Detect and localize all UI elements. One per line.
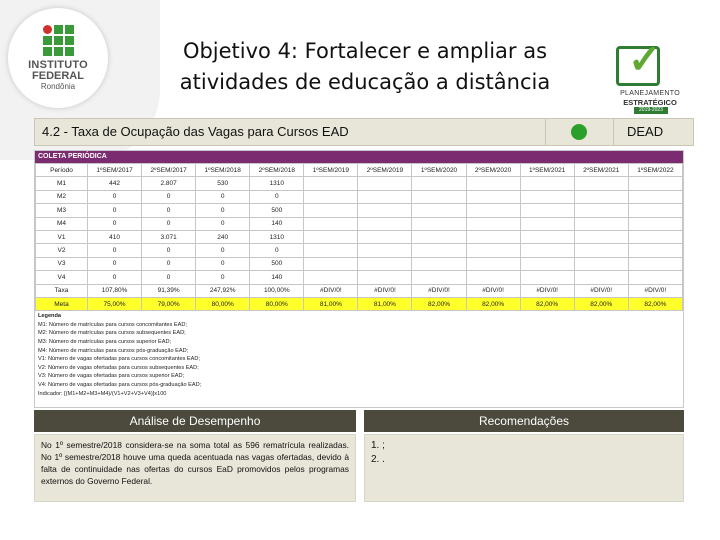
table-cell: 0	[88, 217, 142, 230]
analysis-panel	[34, 434, 356, 502]
row-label: Período	[36, 164, 88, 177]
table-cell: 530	[196, 177, 250, 190]
recommendation-item: 1. ;	[371, 440, 385, 451]
table-cell	[304, 204, 358, 217]
table-cell	[466, 204, 520, 217]
table-cell: 0	[196, 190, 250, 203]
table-cell	[304, 230, 358, 243]
table-cell: 80,00%	[196, 297, 250, 310]
planejamento-logo-line2: ESTRATÉGICO	[623, 98, 677, 107]
header-divider	[613, 119, 614, 145]
row-label: M4	[36, 217, 88, 230]
table-cell: 2ºSEM/2018	[250, 164, 304, 177]
table-cell: 0	[250, 244, 304, 257]
table-cell	[628, 244, 682, 257]
row-label: M3	[36, 204, 88, 217]
table-cell	[304, 190, 358, 203]
table-cell: 0	[88, 271, 142, 284]
table-cell: 79,00%	[142, 297, 196, 310]
table-cell	[628, 177, 682, 190]
table-cell	[358, 190, 412, 203]
table-cell	[412, 177, 466, 190]
table-cell: 82,00%	[466, 297, 520, 310]
table-cell: 75,00%	[88, 297, 142, 310]
analysis-text: No 1º semestre/2018 considera-se na soma total as 596 rematrícula realizadas. No 1º semestre/2018 houve uma queda acentuada nas vagas ofertadas, devido à falta de continuidade nas ofertas do cursos EaD promovidos pelos programas externos do Governo Federal.	[41, 440, 349, 486]
table-cell: 247,92%	[196, 284, 250, 297]
table-cell	[574, 217, 628, 230]
table-cell: 1ºSEM/2022	[628, 164, 682, 177]
row-label: V3	[36, 257, 88, 270]
ifro-logo-line1: INSTITUTO	[28, 58, 88, 71]
table-cell	[574, 230, 628, 243]
status-indicator-icon	[571, 124, 587, 140]
table-cell	[628, 230, 682, 243]
legend-line: V2: Número de vagas ofertadas para cursos subsequentes EAD;	[38, 364, 199, 371]
table-cell: 140	[250, 217, 304, 230]
slide-title	[150, 36, 580, 98]
legend-title: Legenda	[38, 313, 62, 320]
table-cell: 0	[250, 190, 304, 203]
ifro-logo-mark	[43, 25, 74, 56]
table-cell: 500	[250, 257, 304, 270]
table-cell	[574, 271, 628, 284]
table-cell: 0	[142, 244, 196, 257]
table-cell: #DIV/0!	[358, 284, 412, 297]
table-cell: 1310	[250, 230, 304, 243]
table-cell	[304, 271, 358, 284]
table-cell: 1ºSEM/2019	[304, 164, 358, 177]
indicator-label: 4.2 - Taxa de Ocupação das Vagas para Cursos EAD	[42, 124, 349, 139]
table-cell	[304, 257, 358, 270]
table-row	[36, 230, 683, 243]
table-cell	[358, 177, 412, 190]
row-label: Meta	[36, 297, 88, 310]
table-row	[36, 177, 683, 190]
row-label: M1	[36, 177, 88, 190]
ifro-logo	[8, 8, 108, 108]
table-row	[36, 190, 683, 203]
legend-line: Indicador: [(M1+M2+M3+M4)/(V1+V2+V3+V4)]x100	[38, 390, 167, 397]
row-label: V1	[36, 230, 88, 243]
table-cell	[628, 257, 682, 270]
table-cell: #DIV/0!	[304, 284, 358, 297]
table-cell: 500	[250, 204, 304, 217]
planejamento-logo	[608, 34, 692, 114]
table-cell: 1ºSEM/2018	[196, 164, 250, 177]
table-cell: 2ºSEM/2020	[466, 164, 520, 177]
table-cell: 0	[142, 217, 196, 230]
header-divider	[545, 119, 546, 145]
ifro-logo-line2: FEDERAL	[32, 69, 84, 82]
planejamento-logo-line3: 2019-2023	[634, 107, 668, 114]
table-cell	[358, 204, 412, 217]
table-cell	[574, 190, 628, 203]
legend-line: V3: Número de vagas ofertadas para cursos superior EAD;	[38, 373, 185, 380]
planejamento-logo-line1: PLANEJAMENTO	[620, 90, 680, 97]
slide-title-line1: Objetivo 4: Fortalecer e ampliar as	[182, 39, 548, 63]
table-cell	[628, 204, 682, 217]
table-cell	[466, 177, 520, 190]
table-cell: 0	[142, 271, 196, 284]
table-cell: 0	[88, 244, 142, 257]
table-cell: 0	[88, 204, 142, 217]
table-cell	[466, 190, 520, 203]
table-cell: 81,00%	[304, 297, 358, 310]
legend-line: M2: Número de matrículas para cursos subsequentes EAD;	[38, 330, 186, 337]
table-cell	[412, 217, 466, 230]
indicator-unit: DEAD	[627, 124, 664, 139]
table-cell	[520, 230, 574, 243]
table-cell	[412, 204, 466, 217]
table-cell: 0	[196, 217, 250, 230]
legend	[35, 311, 683, 398]
table-cell: 82,00%	[628, 297, 682, 310]
row-label: V4	[36, 271, 88, 284]
table-cell	[520, 204, 574, 217]
table-cell	[520, 244, 574, 257]
table-row	[36, 244, 683, 257]
table-cell	[358, 230, 412, 243]
recommendations-panel	[364, 434, 684, 502]
indicator-header	[34, 118, 694, 146]
legend-line: M3: Número de matrículas para cursos superior EAD;	[38, 339, 172, 346]
table-cell: 2ºSEM/2017	[142, 164, 196, 177]
recommendation-item: 2. .	[371, 454, 385, 465]
data-sheet	[34, 150, 684, 408]
legend-line: V4: Número de vagas ofertadas para cursos pós-graduação EAD;	[38, 382, 202, 389]
table-cell: #DIV/0!	[466, 284, 520, 297]
slide-title-line2: atividades de educação a distância	[179, 70, 551, 94]
table-cell	[520, 190, 574, 203]
table-cell	[412, 190, 466, 203]
table-cell: 0	[142, 204, 196, 217]
table-cell: 82,00%	[520, 297, 574, 310]
table-cell	[466, 257, 520, 270]
sheet-section-label: COLETA PERIÓDICA	[35, 151, 683, 163]
table-cell	[358, 257, 412, 270]
table-header-row	[36, 164, 683, 177]
table-cell: 3.071	[142, 230, 196, 243]
table-cell: 2.807	[142, 177, 196, 190]
table-row	[36, 271, 683, 284]
table-cell	[466, 244, 520, 257]
table-cell	[574, 204, 628, 217]
table-cell: 0	[142, 257, 196, 270]
table-cell	[574, 257, 628, 270]
table-cell: 2ºSEM/2019	[358, 164, 412, 177]
legend-line: M1: Número de matrículas para cursos concomitantes EAD;	[38, 321, 187, 328]
recommendations-title: Recomendações	[364, 410, 684, 432]
table-cell: 82,00%	[412, 297, 466, 310]
legend-line: V1: Número de vagas ofertadas para cursos concomitantes EAD;	[38, 356, 200, 363]
table-cell	[304, 177, 358, 190]
table-cell	[520, 257, 574, 270]
table-cell	[466, 230, 520, 243]
table-row	[36, 217, 683, 230]
table-cell	[358, 271, 412, 284]
table-row	[36, 257, 683, 270]
table-cell: 0	[196, 257, 250, 270]
table-cell: 2ºSEM/2021	[574, 164, 628, 177]
table-cell: #DIV/0!	[574, 284, 628, 297]
table-cell	[358, 244, 412, 257]
data-table	[35, 163, 683, 311]
table-cell	[574, 244, 628, 257]
row-label: V2	[36, 244, 88, 257]
ifro-logo-line3: Rondônia	[40, 81, 76, 91]
table-cell	[358, 217, 412, 230]
table-row-meta	[36, 297, 683, 310]
table-cell	[412, 257, 466, 270]
table-cell: 80,00%	[250, 297, 304, 310]
table-cell: 1ºSEM/2020	[412, 164, 466, 177]
table-cell: #DIV/0!	[412, 284, 466, 297]
table-cell: 0	[196, 244, 250, 257]
table-cell: 442	[88, 177, 142, 190]
table-cell: 107,80%	[88, 284, 142, 297]
table-cell	[304, 217, 358, 230]
table-cell	[574, 177, 628, 190]
row-label: M2	[36, 190, 88, 203]
table-cell: 410	[88, 230, 142, 243]
table-cell	[520, 217, 574, 230]
analysis-title: Análise de Desempenho	[34, 410, 356, 432]
table-cell: 240	[196, 230, 250, 243]
table-cell	[628, 217, 682, 230]
table-cell	[628, 190, 682, 203]
table-cell: #DIV/0!	[628, 284, 682, 297]
table-cell	[412, 244, 466, 257]
table-cell: 91,39%	[142, 284, 196, 297]
table-cell: 81,00%	[358, 297, 412, 310]
table-cell: 140	[250, 271, 304, 284]
table-cell: #DIV/0!	[520, 284, 574, 297]
table-cell	[412, 230, 466, 243]
table-cell: 0	[88, 257, 142, 270]
table-cell	[466, 217, 520, 230]
table-cell: 0	[196, 271, 250, 284]
table-cell	[520, 177, 574, 190]
table-cell	[412, 271, 466, 284]
row-label: Taxa	[36, 284, 88, 297]
table-cell	[520, 271, 574, 284]
table-row	[36, 204, 683, 217]
table-cell: 1ºSEM/2021	[520, 164, 574, 177]
table-cell: 1310	[250, 177, 304, 190]
table-cell: 0	[142, 190, 196, 203]
table-cell: 0	[196, 204, 250, 217]
table-cell: 100,00%	[250, 284, 304, 297]
table-cell: 82,00%	[574, 297, 628, 310]
table-row	[36, 284, 683, 297]
table-cell	[304, 244, 358, 257]
checkmark-icon: ✓	[628, 38, 662, 82]
table-cell: 0	[88, 190, 142, 203]
table-cell	[466, 271, 520, 284]
table-cell	[628, 271, 682, 284]
table-cell: 1ºSEM/2017	[88, 164, 142, 177]
legend-line: M4: Número de matrículas para cursos pós-graduação EAD;	[38, 347, 189, 354]
